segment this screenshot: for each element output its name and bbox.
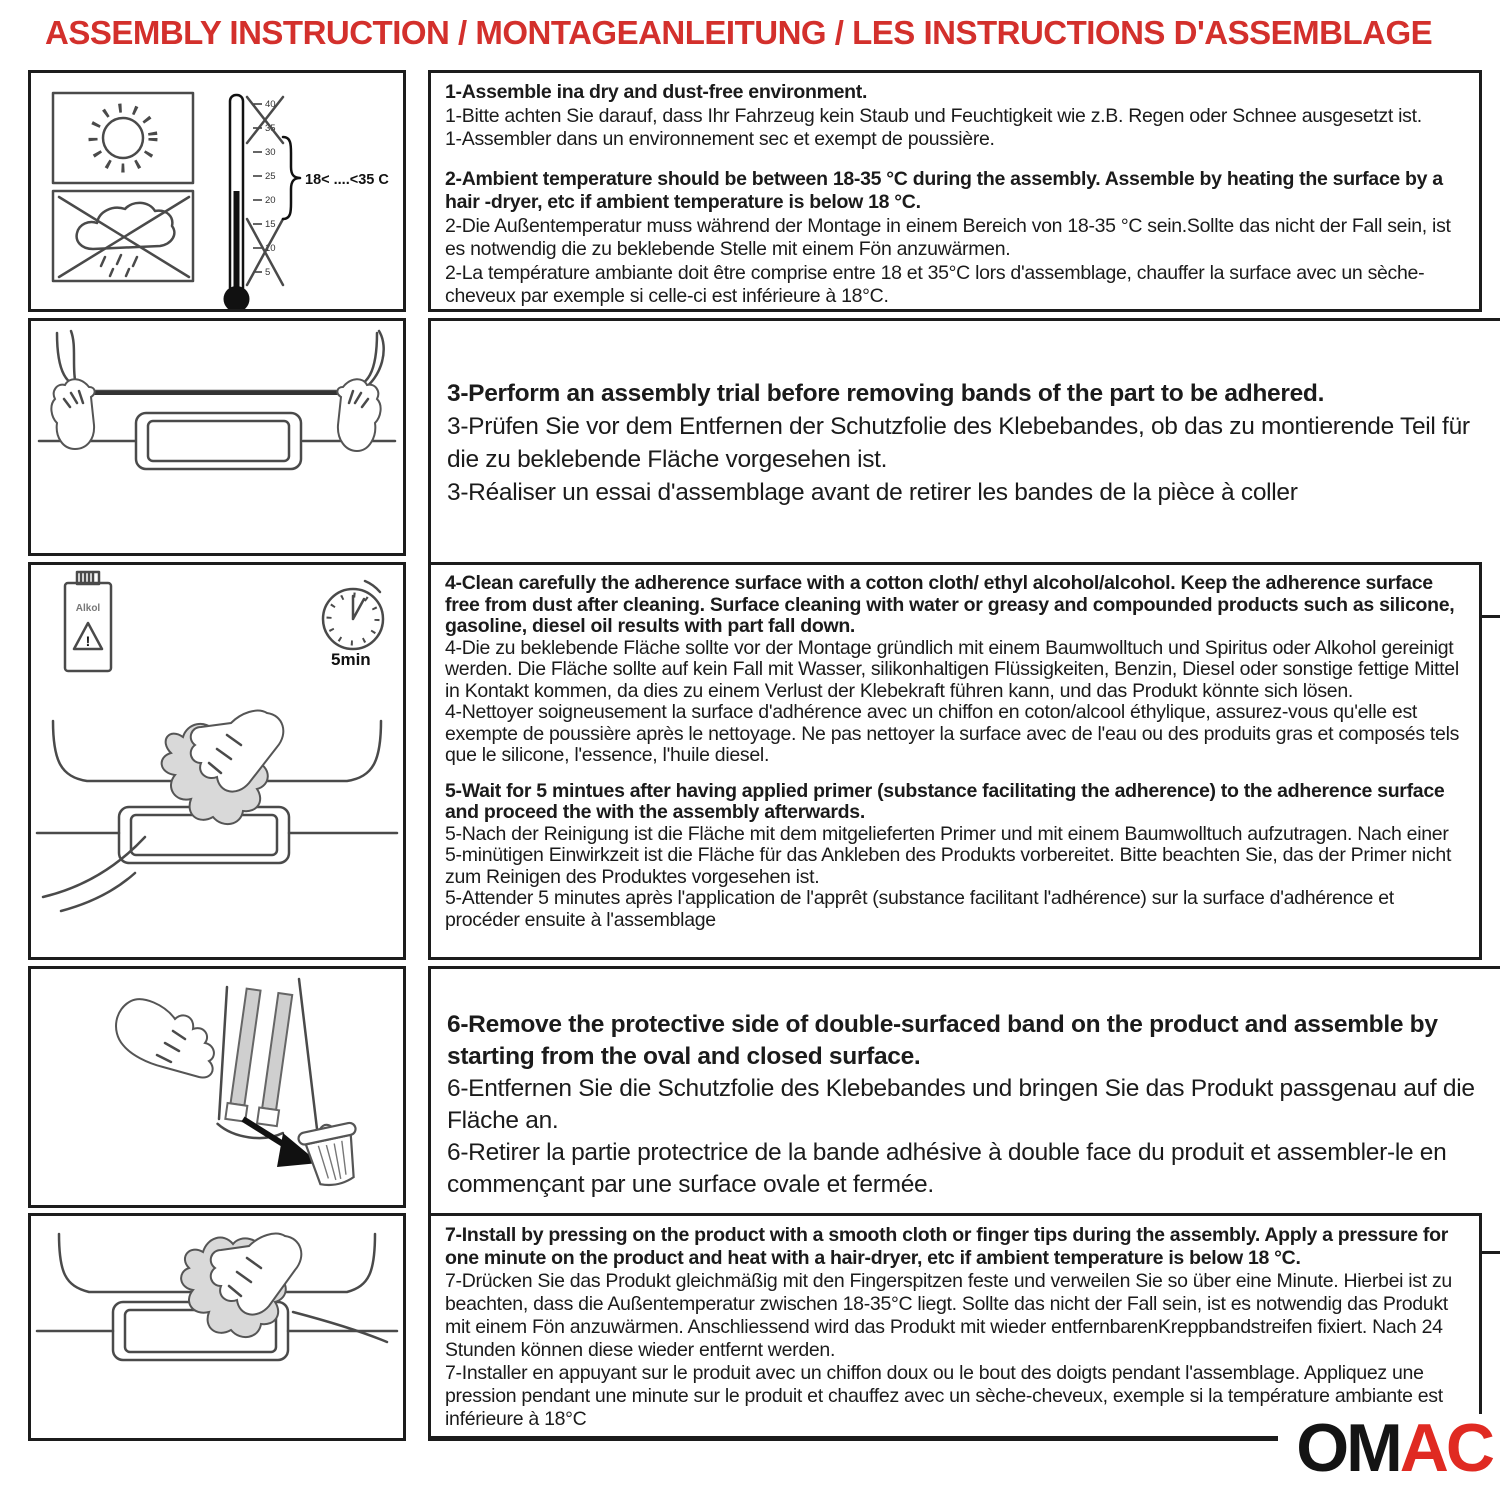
panel-step-4-5-text <box>428 562 1482 960</box>
step-4-de: 4-Die zu beklebende Fläche sollte vor der Montage gründlich mit einem Baumwolltuch und Spiritus oder Alkohol gereinigt werden. Die Fläche sollte auf kein Fall mit Wasser, silikonhaltigen Flüssigkeiten, Benzin, Diesel oder sonstige fettige Mittel in Kontakt kommen, da dies zu einem Verlust der Klebekraft führen kann, und das Produkt könnte sich lösen. <box>445 636 1459 702</box>
svg-text:!: ! <box>85 633 91 649</box>
step-7-en: 7-Install by pressing on the product with a smooth cloth or finger tips during the assembly. Apply a pressure for one minute on the product and heat with a hair-dryer, etc if ambient temperature is below 18 °C. <box>445 1224 1448 1269</box>
left-hand <box>51 379 94 449</box>
panel-pressing-illustration <box>28 1213 406 1441</box>
sun-icon <box>53 93 193 183</box>
no-rain-icon <box>53 191 193 281</box>
thermometer-tick-label: 35 <box>265 123 276 134</box>
thermometer-tick-label: 30 <box>265 147 276 158</box>
environment-illustration <box>31 73 403 309</box>
range-brace <box>283 137 300 219</box>
panel-assembly-trial-illustration <box>28 318 406 556</box>
wait-time-label: 5min <box>331 650 371 669</box>
omac-logo <box>1278 1410 1492 1486</box>
step-4-en: 4-Clean carefully the adherence surface with a cotton cloth/ ethyl alcohol/alcohol. Keep the adherence surface free from dust after cleaning. Surface cleaning with water or greasy and compounded products such as silicone, gasoline, diesel oil results with part fall down. <box>445 572 1455 637</box>
omac-logo-red: AC <box>1399 1410 1492 1486</box>
bottle-label: Alkol <box>75 603 101 614</box>
step-5-fr: 5-Attender 5 minutes après l'application de l'apprêt (substance facilitant l'adhérence) sur la surface d'adhérence et procéder ensuite à l'assemblage <box>445 887 1394 931</box>
pressing-illustration <box>31 1216 403 1438</box>
step-6-en: 6-Remove the protective side of double-surfaced band on the product and assemble by starting from the oval and closed surface. <box>447 1011 1438 1070</box>
peeling-hand <box>116 999 214 1077</box>
panel-environment-illustration <box>28 70 406 312</box>
step-7-de: 7-Drücken Sie das Produkt gleichmäßig mit den Fingerspitzen feste und verweilen Sie so über eine Minute. Hierbei ist zu beachten, dass die Außentemperatur zwischen 18-35°C liegt. Sollte das nicht der Fall sein, ist es notwendig das Produkt mit einem Fön anzuwärmen. Anschliessend wird das Produkt mit wieder entfernbarenKreppbandstreifen fixiert. Nach 24 Stunden können diese wieder entfernt werden. <box>445 1270 1452 1361</box>
warning-triangle-icon <box>74 623 102 649</box>
step-1-en: 1-Assemble ina dry and dust-free environment. <box>445 81 868 103</box>
cleaning-illustration <box>31 565 403 957</box>
thermometer-tick-label: 15 <box>265 219 276 230</box>
clock-icon <box>323 581 383 669</box>
thermometer-tick-label: 20 <box>265 195 276 206</box>
step-2-de: 2-Die Außentemperatur muss während der Montage in einem Bereich von 18-35 °C sein.Sollte das nicht der Fall sein, ist es notwendig die zu beklebende Stelle mit einem Fön anzuwärmen. <box>445 214 1451 260</box>
thermometer-tick-label: 10 <box>265 243 276 254</box>
page-title: ASSEMBLY INSTRUCTION / MONTAGEANLEITUNG / LES INSTRUCTIONS D'ASSEMBLAGE <box>45 14 1433 51</box>
step-2-fr: 2-La température ambiante doit être comprise entre 18 et 35°C lors d'assemblage, chauffer la surface avec un sèche-cheveux par exemple si celle-ci est inférieure à 18°C. <box>445 261 1425 307</box>
thermometer-tick-label: 5 <box>265 267 271 278</box>
step-4-fr: 4-Nettoyer soigneusement la surface d'adhérence avec un chiffon en coton/alcool éthylique, assurez-vous qu'elle est exempte de poussière après le nettoyage. Ne pas nettoyer la surface avec de l'eau ou des produits gras et composés tels que le silicone, l'essence, l'huile diesel. <box>445 701 1460 766</box>
panel-step-6-text <box>428 966 1500 1254</box>
step-5-de: 5-Nach der Reinigung ist die Fläche mit dem mitgelieferten Primer und mit einem Baumwolltuch aufzutragen. Nach einer 5-minütigen Einwirkzeit ist die Fläche für das Ankleben des Produkts vorbereitet. Bitte beachten Sie, das der Primer nicht zum Reinigen des Produktes vorgesehen ist. <box>445 822 1452 888</box>
panel-band-removal-illustration <box>28 966 406 1208</box>
step-7-fr: 7-Installer en appuyant sur le produit avec un chiffon doux ou le bout des doigts pendant l'assemblage. Appliquez une pression pendant une minute sur le produit et chauffez avec un sèche-cheveux, exemple si la température ambiante est inférieure à 18°C <box>445 1362 1443 1430</box>
panel-step-1-2-text <box>428 70 1482 312</box>
panel-cleaning-illustration <box>28 562 406 960</box>
omac-logo-black: OM <box>1296 1410 1400 1486</box>
step-2-en: 2-Ambient temperature should be between 18-35 °C during the assembly. Assemble by heating the surface by a hair -dryer, etc if ambient temperature is below 18 °C. <box>445 167 1443 213</box>
alcohol-bottle-icon <box>65 572 111 671</box>
step-3-fr: 3-Réaliser un essai d'assemblage avant de retirer les bandes de la pièce à coller <box>447 479 1298 506</box>
step-6-fr: 6-Retirer la partie protectrice de la bande adhésive à double face du produit et assembler-le en commençant par une surface ovale et fermée. <box>447 1139 1447 1198</box>
assembly-trial-illustration <box>31 321 403 553</box>
temperature-range-label: 18< ....<35 C <box>305 172 389 188</box>
thermometer-icon <box>224 95 390 309</box>
thermometer-tick-label: 25 <box>265 171 276 182</box>
step-1-de: 1-Bitte achten Sie darauf, dass Ihr Fahrzeug kein Staub und Feuchtigkeit wie z.B. Regen oder Schnee ausgesetzt ist. <box>445 104 1422 127</box>
step-3-en: 3-Perform an assembly trial before removing bands of the part to be adhered. <box>447 380 1325 407</box>
adhesive-strips <box>216 987 302 1142</box>
step-1-fr: 1-Assembler dans un environnement sec et exempt de poussière. <box>445 128 995 150</box>
panel-step-7-text <box>428 1213 1482 1441</box>
protective-band <box>71 331 384 393</box>
step-5-en: 5-Wait for 5 mintues after having applied primer (substance facilitating the adherence) to the adherence surface and proceed the with the assembly afterwards. <box>445 779 1445 823</box>
thermometer-tick-label: 40 <box>265 99 276 110</box>
step-3-de: 3-Prüfen Sie vor dem Entfernen der Schutzfolie des Klebebandes, ob das zu montierende Teil für die zu beklebende Fläche vorgesehen ist. <box>447 413 1470 473</box>
band-removal-illustration <box>31 969 403 1205</box>
step-6-de: 6-Entfernen Sie die Schutzfolie des Klebebandes und bringen Sie das Produkt passgenau auf die Fläche an. <box>447 1075 1475 1134</box>
